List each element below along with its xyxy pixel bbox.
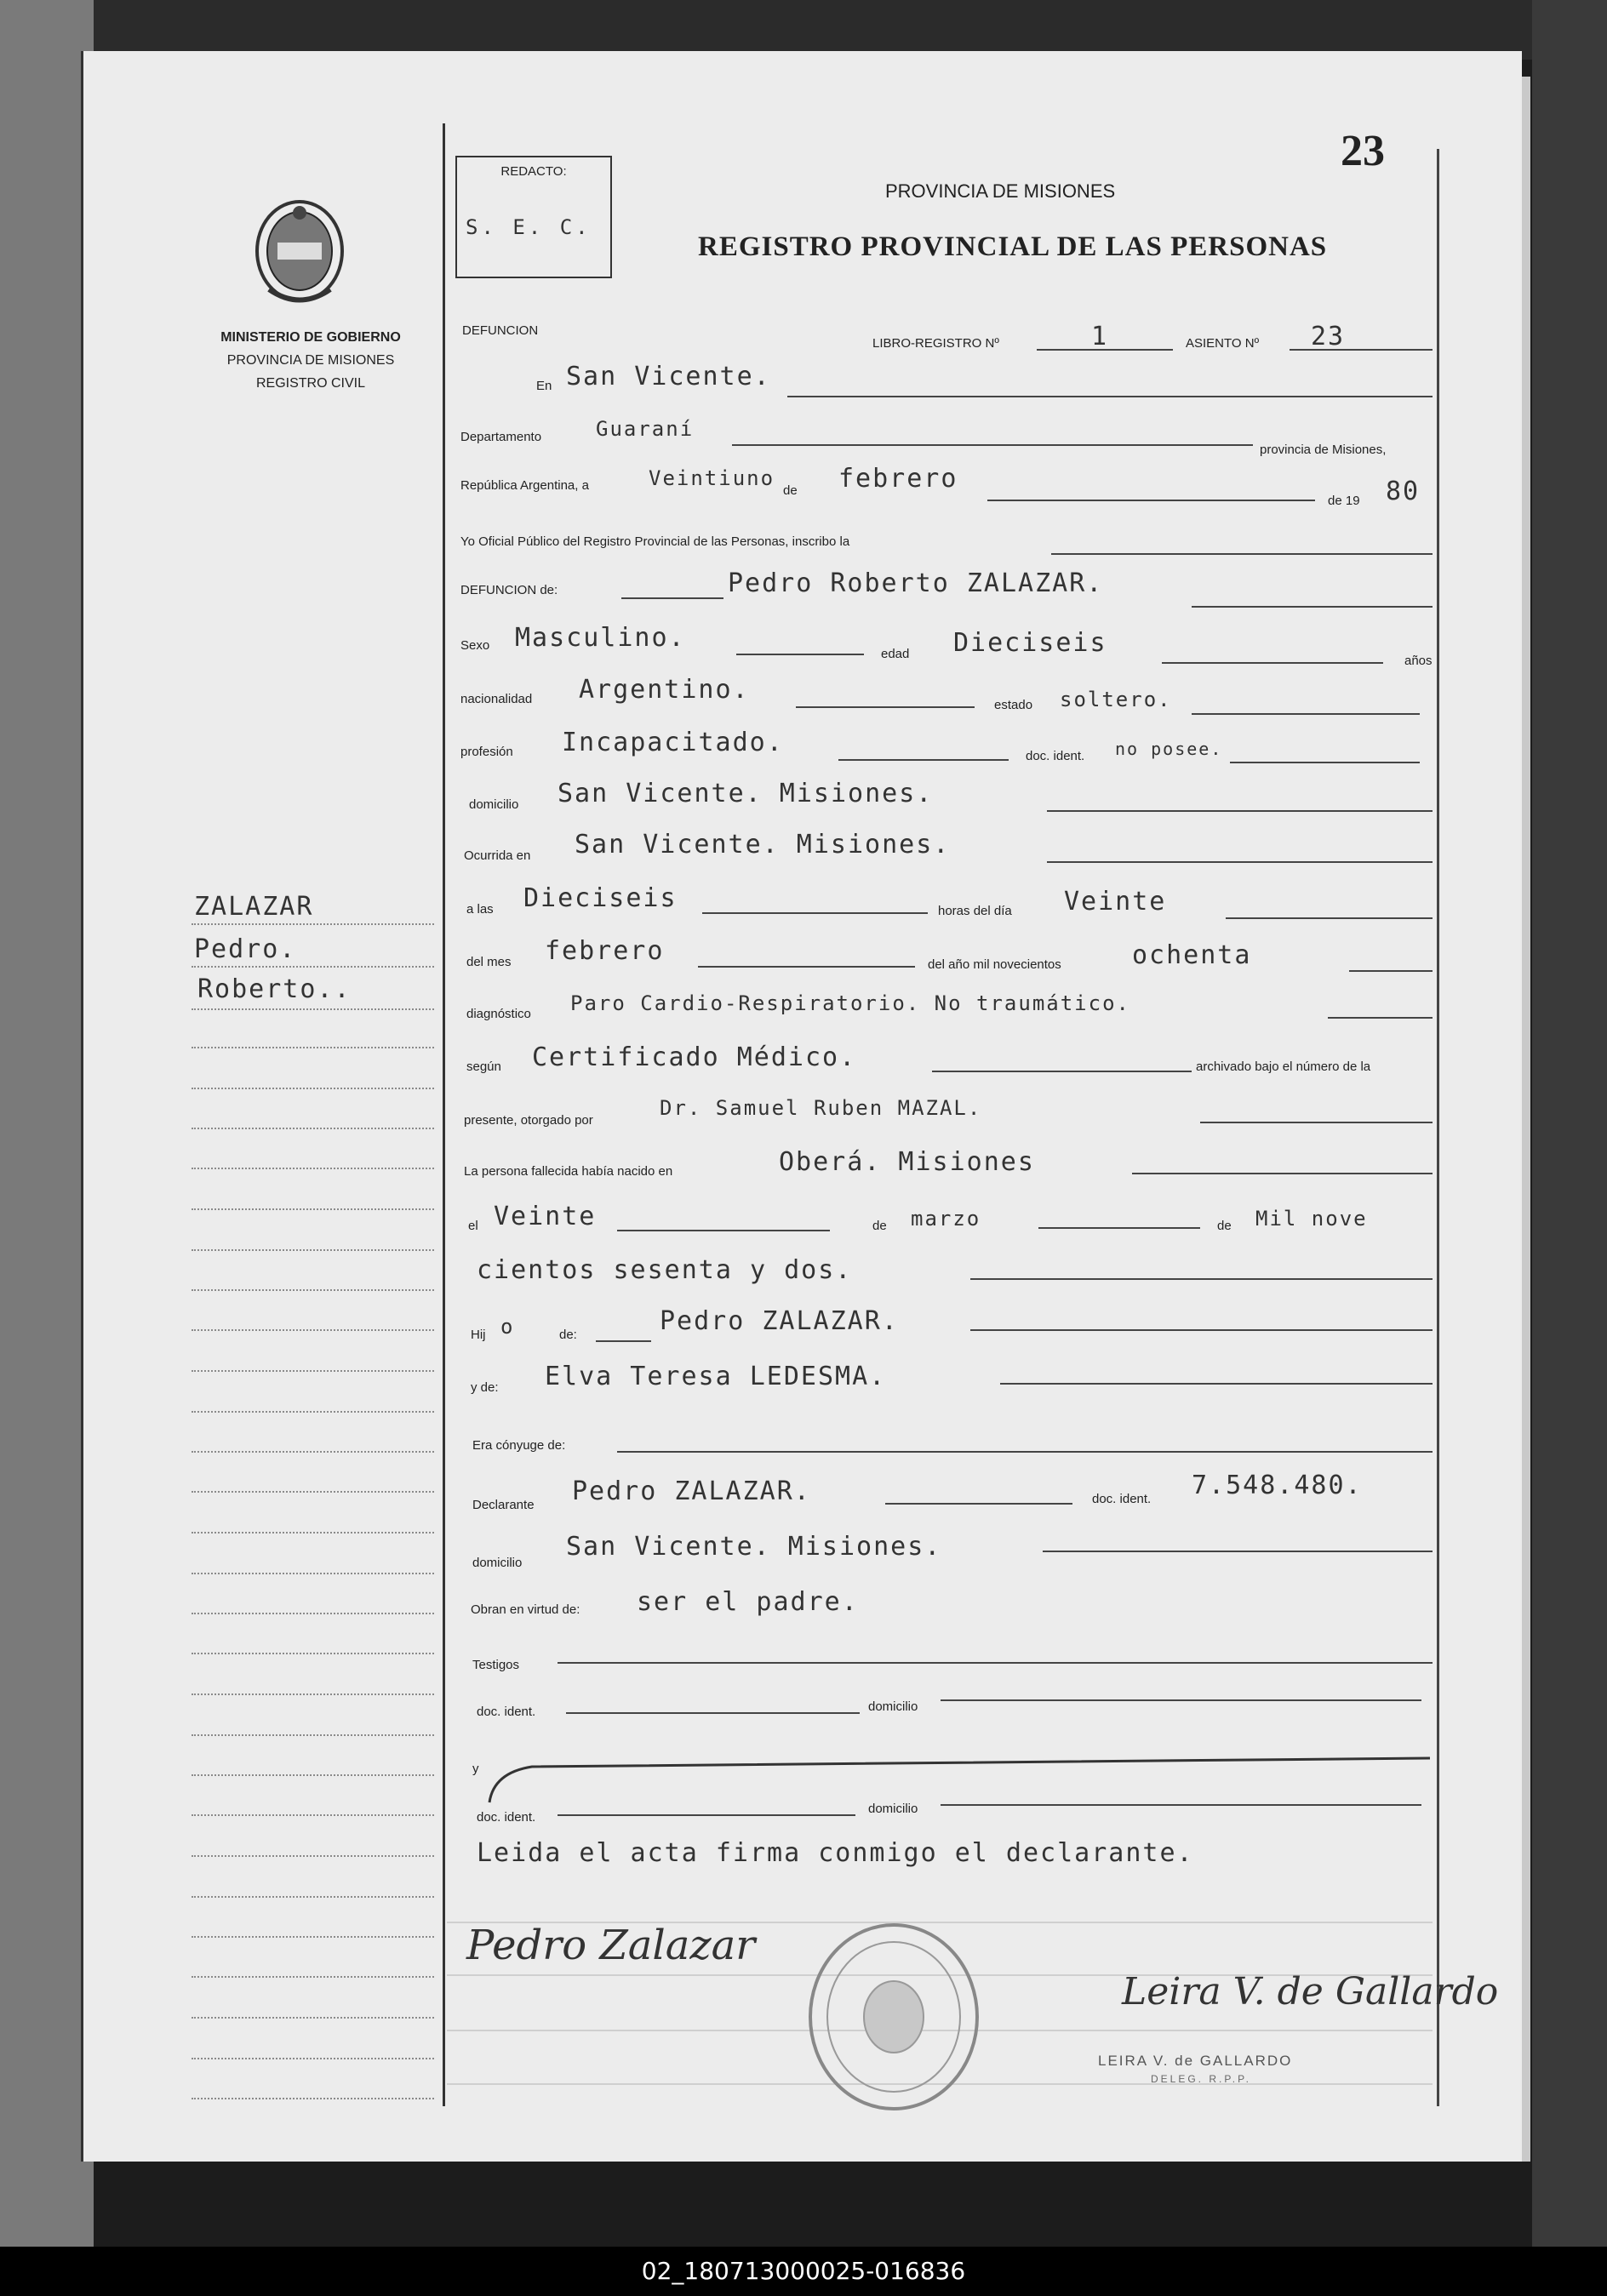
- margin-line: [192, 1896, 434, 1898]
- margin-line: [192, 1814, 434, 1816]
- el-line: [617, 1230, 830, 1231]
- departamento-line: [732, 444, 1253, 446]
- oficial-text: Yo Oficial Público del Registro Provincial de las Personas, inscribo la: [460, 534, 850, 549]
- hijo-line-2: [970, 1329, 1433, 1331]
- official-printed-name: LEIRA V. de GALLARDO: [1098, 2053, 1293, 2069]
- archivado-label: archivado bajo el número de la: [1196, 1059, 1371, 1074]
- segun-line: [932, 1071, 1192, 1072]
- margin-line: [192, 1411, 434, 1413]
- margin-line: [192, 1329, 434, 1331]
- right-border: [1437, 149, 1439, 2106]
- de2-label: de: [872, 1219, 887, 1233]
- asiento-value: 23: [1311, 322, 1346, 351]
- diagnostico-value: Paro Cardio-Respiratorio. No traumático.: [570, 991, 1130, 1015]
- testigo2-doc-label: doc. ident.: [477, 1810, 536, 1825]
- del-mes-label: del mes: [466, 955, 512, 969]
- y-de-label: y de:: [471, 1380, 499, 1395]
- margin-line: [192, 1976, 434, 1978]
- province-heading: PROVINCIA DE MISIONES: [885, 180, 1116, 202]
- doc-ident-line: [1230, 762, 1420, 763]
- testigo2-doc-line: [558, 1814, 855, 1816]
- margin-line: [192, 1532, 434, 1534]
- diagnostico-line: [1328, 1017, 1433, 1019]
- redacto-value: S. E. C.: [466, 215, 592, 239]
- declarante-label: Declarante: [472, 1498, 535, 1512]
- margin-line: [192, 1936, 434, 1938]
- testigo1-dom-line: [941, 1699, 1421, 1701]
- defuncion-label: DEFUNCION: [462, 323, 539, 338]
- libro-label: LIBRO-REGISTRO Nº: [872, 336, 999, 351]
- margin-line: [192, 1653, 434, 1654]
- cientos-line: [970, 1278, 1433, 1280]
- declarante-doc-value: 7.548.480.: [1192, 1471, 1363, 1500]
- ministry-block: [183, 326, 438, 395]
- provincia-label: provincia de Misiones,: [1260, 443, 1387, 457]
- anio-value: 80: [1386, 477, 1421, 506]
- conyuge-label: Era cónyuge de:: [472, 1438, 566, 1453]
- margin-line: [192, 1491, 434, 1493]
- margin-line: [192, 966, 434, 968]
- page-number: 23: [1341, 127, 1385, 175]
- domicilio-label: domicilio: [469, 797, 519, 812]
- defuncion-de-line-2: [1192, 606, 1433, 608]
- a-las-value: Dieciseis: [523, 883, 678, 913]
- nacido-label: La persona fallecida había nacido en: [464, 1164, 673, 1179]
- ministry-line-3: REGISTRO CIVIL: [255, 376, 366, 391]
- domicilio2-line: [1043, 1551, 1433, 1552]
- testigo-cancel-stroke: [481, 1751, 1434, 1811]
- presente-line: [1200, 1122, 1433, 1123]
- hijo-letter: o: [500, 1315, 515, 1339]
- obran-value: ser el padre.: [637, 1587, 859, 1617]
- anio-mil-label: del año mil novecientos: [928, 957, 1061, 972]
- el-value: Veinte: [494, 1202, 597, 1231]
- margin-line: [192, 1693, 434, 1695]
- domicilio2-label: domicilio: [472, 1556, 523, 1570]
- testigo1-doc-line: [566, 1712, 860, 1714]
- sexo-line: [736, 654, 864, 655]
- ocurrida-label: Ocurrida en: [464, 848, 531, 863]
- declarante-value: Pedro ZALAZAR.: [572, 1476, 811, 1506]
- anios-label: años: [1404, 654, 1433, 668]
- nacido-line: [1132, 1173, 1433, 1174]
- doc-ident-label: doc. ident.: [1026, 749, 1085, 763]
- horas-label: horas del día: [938, 904, 1012, 918]
- estado-line: [1192, 713, 1420, 715]
- profesion-value: Incapacitado.: [562, 728, 784, 757]
- en-label: En: [536, 379, 552, 393]
- domicilio-value: San Vicente. Misiones.: [558, 779, 934, 808]
- image-caption: 02_180713000025-016836: [641, 2257, 966, 2285]
- dia-value: Veintiuno: [649, 466, 775, 490]
- margin-note-name1: Pedro.: [194, 934, 297, 964]
- background-left: [0, 0, 94, 2247]
- presente-label: presente, otorgado por: [464, 1113, 593, 1128]
- margin-line: [192, 1855, 434, 1857]
- domicilio2-value: San Vicente. Misiones.: [566, 1532, 942, 1562]
- redacto-label: REDACTO:: [500, 164, 567, 179]
- cientos-value: cientos sesenta y dos.: [477, 1255, 853, 1285]
- nacionalidad-value: Argentino.: [579, 675, 750, 705]
- testigo1-dom-label: domicilio: [868, 1699, 918, 1714]
- edad-line: [1162, 662, 1383, 664]
- hijo-value: Pedro ZALAZAR.: [660, 1306, 899, 1336]
- margin-line: [192, 1451, 434, 1453]
- y-label: y: [472, 1762, 479, 1776]
- horas-value: Veinte: [1064, 887, 1167, 917]
- y-de-value: Elva Teresa LEDESMA.: [545, 1362, 887, 1391]
- margin-line: [192, 2098, 434, 2099]
- ministry-line-1: MINISTERIO DE GOBIERNO: [220, 330, 401, 345]
- margin-line: [192, 1573, 434, 1574]
- testigos-line: [558, 1662, 1433, 1664]
- departamento-value: Guaraní: [596, 417, 695, 441]
- estado-value: soltero.: [1060, 688, 1172, 711]
- testigo2-dom-line: [941, 1804, 1421, 1806]
- hijo-line-1: [596, 1340, 651, 1342]
- de-label: de: [783, 483, 798, 498]
- official-stamp: [804, 1919, 983, 2115]
- leida-text: Leida el acta firma conmigo el declarante.: [477, 1838, 1194, 1868]
- mes-value: febrero: [838, 464, 958, 494]
- edad-value: Dieciseis: [953, 628, 1107, 658]
- margin-line: [192, 1370, 434, 1372]
- margin-line: [192, 1088, 434, 1089]
- margin-line: [192, 1289, 434, 1291]
- asiento-label: ASIENTO Nº: [1186, 336, 1260, 351]
- margin-line: [192, 1774, 434, 1776]
- sexo-value: Masculino.: [515, 623, 686, 653]
- en-line: [787, 396, 1433, 397]
- profesion-line: [838, 759, 1009, 761]
- marzo-line: [1038, 1227, 1200, 1229]
- a-las-label: a las: [466, 902, 494, 917]
- nacido-value: Oberá. Misiones: [779, 1147, 1035, 1177]
- conyuge-line: [617, 1451, 1433, 1453]
- margin-line: [192, 1168, 434, 1169]
- margin-line: [192, 1249, 434, 1251]
- en-value: San Vicente.: [566, 362, 771, 391]
- margin-line: [192, 1734, 434, 1736]
- margin-line: [192, 1613, 434, 1614]
- margin-note-name2: Roberto..: [197, 974, 352, 1004]
- testigos-label: Testigos: [472, 1658, 520, 1672]
- anio-mil-value: ochenta: [1132, 940, 1252, 970]
- de3-label: de: [1217, 1219, 1232, 1233]
- segun-label: según: [466, 1059, 501, 1074]
- defuncion-de-value: Pedro Roberto ZALAZAR.: [728, 568, 1104, 598]
- marzo-value: marzo: [911, 1207, 981, 1231]
- republica-label: República Argentina, a: [460, 478, 589, 493]
- redacto-box: [455, 156, 612, 278]
- mes-line: [987, 500, 1315, 501]
- margin-line: [192, 1047, 434, 1048]
- registry-heading: REGISTRO PROVINCIAL DE LAS PERSONAS: [698, 231, 1328, 262]
- horas-line: [1226, 917, 1433, 919]
- hijo-label: Hij: [471, 1328, 486, 1342]
- segun-value: Certificado Médico.: [532, 1042, 857, 1072]
- sexo-label: Sexo: [460, 638, 490, 653]
- defuncion-de-label: DEFUNCION de:: [460, 583, 558, 597]
- declarante-doc-label: doc. ident.: [1092, 1492, 1152, 1506]
- el-label: el: [468, 1219, 478, 1233]
- ocurrida-line: [1047, 861, 1433, 863]
- official-title: DELEG. R.P.P.: [1151, 2073, 1251, 2085]
- mil-value: Mil nove: [1255, 1207, 1368, 1231]
- nacionalidad-label: nacionalidad: [460, 692, 533, 706]
- declarant-signature: Pedro Zalazar: [466, 1922, 756, 1969]
- coat-of-arms-seal: [252, 196, 347, 306]
- margin-line: [192, 2058, 434, 2059]
- libro-value: 1: [1091, 322, 1109, 351]
- defuncion-de-line-1: [621, 597, 723, 599]
- diagnostico-label: diagnóstico: [466, 1007, 531, 1021]
- a-las-line: [702, 912, 928, 914]
- testigo2-dom-label: domicilio: [868, 1802, 918, 1816]
- del-mes-line: [698, 966, 915, 968]
- margin-line: [192, 1128, 434, 1129]
- margin-line: [192, 923, 434, 925]
- oficial-line: [1051, 553, 1433, 555]
- ocurrida-value: San Vicente. Misiones.: [575, 830, 951, 860]
- estado-label: estado: [994, 698, 1033, 712]
- margin-line: [192, 2017, 434, 2019]
- doc-ident-value: no posee.: [1115, 739, 1223, 759]
- margin-line: [192, 1008, 434, 1010]
- nacionalidad-line: [796, 706, 975, 708]
- anio-label: de 19: [1328, 494, 1360, 508]
- hijo-de-label: de:: [559, 1328, 577, 1342]
- domicilio-line: [1047, 810, 1433, 812]
- del-mes-value: febrero: [545, 936, 665, 966]
- presente-value: Dr. Samuel Ruben MAZAL.: [660, 1096, 982, 1120]
- edad-label: edad: [881, 647, 910, 661]
- departamento-label: Departamento: [460, 430, 542, 444]
- obran-label: Obran en virtud de:: [471, 1602, 580, 1617]
- margin-note-surname: ZALAZAR: [194, 892, 314, 922]
- profesion-label: profesión: [460, 745, 513, 759]
- background-right: [1532, 0, 1607, 2247]
- y-de-line: [1000, 1383, 1433, 1385]
- declarante-line: [885, 1503, 1072, 1505]
- official-signature: Leira V. de Gallardo: [1122, 1970, 1499, 2013]
- ministry-line-2: PROVINCIA DE MISIONES: [226, 353, 395, 368]
- anio-mil-line: [1349, 970, 1433, 972]
- testigo1-doc-label: doc. ident.: [477, 1705, 536, 1719]
- column-divider: [443, 123, 445, 2106]
- margin-line: [192, 1208, 434, 1210]
